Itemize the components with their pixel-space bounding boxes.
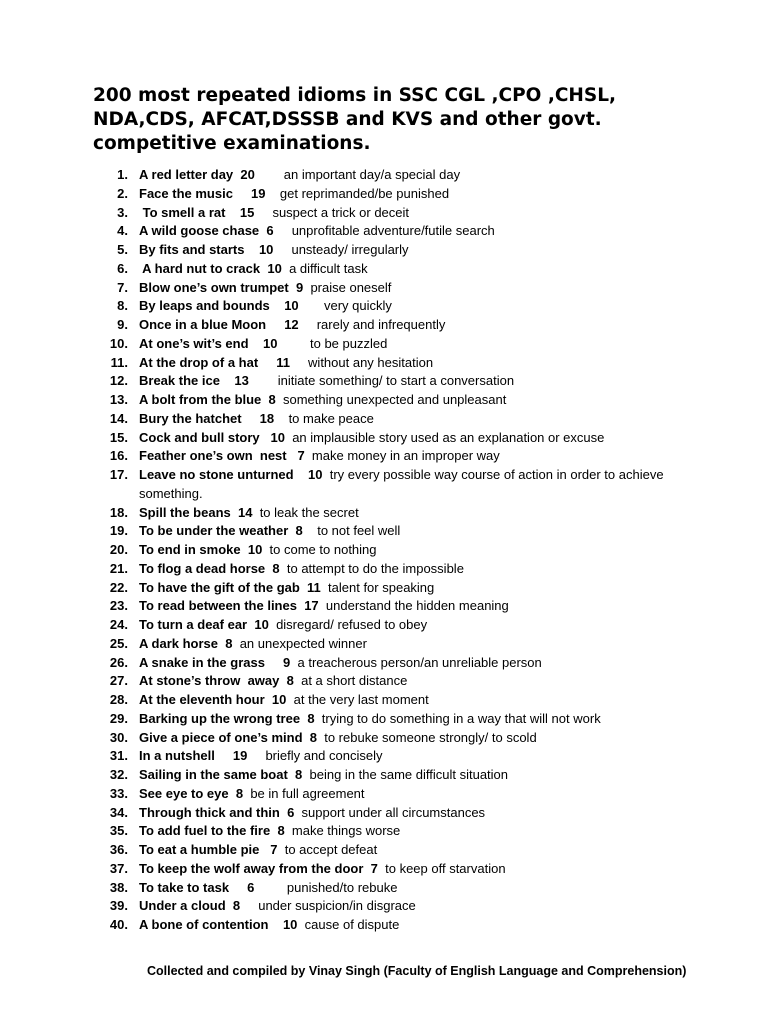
idiom-phrase: To eat a humble pie <box>139 842 260 857</box>
idiom-meaning: to rebuke someone strongly/ to scold <box>324 729 537 745</box>
list-item <box>100 710 720 729</box>
list-item <box>100 766 720 785</box>
item-number: 7. <box>117 279 128 295</box>
item-number: 6. <box>117 260 128 276</box>
repeat-count: 8 <box>277 823 285 839</box>
item-number: 8. <box>117 298 128 314</box>
idiom-phrase: A snake in the grass <box>139 654 265 670</box>
idiom-meaning: to not feel well <box>317 523 401 539</box>
idiom-phrase: To read between the lines <box>139 598 297 614</box>
item-number: 3. <box>117 204 128 220</box>
repeat-count: 6 <box>287 804 295 820</box>
idiom-meaning: something unexpected and unpleasant <box>283 392 507 407</box>
list-item <box>100 297 720 316</box>
list-item <box>100 785 720 804</box>
idiom-meaning: unsteady/ irregularly <box>291 242 409 257</box>
idiom-phrase: Spill the beans <box>139 504 231 520</box>
idiom-meaning: praise oneself <box>310 279 392 295</box>
list-item <box>100 279 720 298</box>
idiom-meaning: very quickly <box>323 298 392 314</box>
repeat-count: 10 <box>282 917 298 932</box>
list-item <box>100 541 720 560</box>
list-item <box>100 354 720 373</box>
item-number: 15. <box>109 429 128 445</box>
repeat-count: 6 <box>247 879 255 895</box>
repeat-count: 7 <box>270 842 278 857</box>
repeat-count: 14 <box>237 504 253 520</box>
item-number: 2. <box>117 185 128 201</box>
idiom-phrase: To turn a deaf ear <box>139 617 248 632</box>
item-number: 10. <box>109 335 128 351</box>
idiom-meaning: a difficult task <box>289 260 368 276</box>
idiom-phrase: Face the music <box>139 185 233 201</box>
idiom-phrase: Sailing in the same boat <box>139 767 288 782</box>
item-number: 21. <box>109 560 128 576</box>
idiom-phrase: A hard nut to crack <box>139 260 261 276</box>
repeat-count: 7 <box>297 448 305 464</box>
idiom-phrase: To smell a rat <box>139 204 226 220</box>
idiom-meaning: an implausible story used as an explanation or excuse <box>292 429 605 445</box>
item-number: 9. <box>117 317 128 332</box>
repeat-count: 10 <box>308 467 323 482</box>
item-number: 13. <box>109 392 128 407</box>
idiom-meaning: get reprimanded/be punished <box>279 185 450 201</box>
idiom-meaning: at the very last moment <box>293 692 429 707</box>
item-number: 1. <box>117 167 128 182</box>
item-number: 24. <box>109 617 128 632</box>
idiom-phrase: Leave no stone unturned <box>139 467 294 482</box>
list-item <box>100 241 720 260</box>
idiom-phrase: Through thick and thin <box>139 804 280 820</box>
repeat-count: 9 <box>283 654 291 670</box>
list-item <box>100 522 720 541</box>
repeat-count: 10 <box>267 260 282 276</box>
item-number: 22. <box>109 579 128 595</box>
repeat-count: 17 <box>304 598 319 614</box>
repeat-count: 8 <box>307 710 315 726</box>
repeat-count: 19 <box>251 185 266 201</box>
item-number: 31. <box>109 748 128 764</box>
idiom-phrase: To keep the wolf away from the door <box>139 860 364 876</box>
list-item <box>100 635 720 654</box>
idiom-phrase: Give a piece of one’s mind <box>139 729 303 745</box>
list-item <box>100 335 720 354</box>
item-number: 12. <box>109 373 128 389</box>
list-item <box>100 391 720 410</box>
list-item <box>100 316 720 335</box>
list-item <box>100 916 720 935</box>
idiom-meaning: to keep off starvation <box>385 860 506 876</box>
repeat-count: 20 <box>240 167 255 182</box>
list-item <box>100 410 720 429</box>
repeat-count: 8 <box>295 523 303 539</box>
item-number: 37. <box>109 860 128 876</box>
item-number: 23. <box>109 598 128 614</box>
list-item <box>100 504 720 523</box>
repeat-count: 8 <box>268 392 276 407</box>
list-item <box>100 447 720 466</box>
idiom-meaning: support under all circumstances <box>301 804 486 820</box>
list-item <box>100 222 720 241</box>
idiom-phrase: At the drop of a hat <box>139 354 259 370</box>
idiom-meaning: make money in an improper way <box>311 448 500 464</box>
list-item <box>100 691 720 710</box>
idiom-phrase: A dark horse <box>139 635 218 651</box>
idiom-phrase: Under a cloud <box>139 898 226 914</box>
idiom-meaning: talent for speaking <box>328 579 435 595</box>
repeat-count: 10 <box>263 335 278 351</box>
item-number: 19. <box>109 523 128 539</box>
item-number: 32. <box>109 767 128 782</box>
item-number: 20. <box>109 542 128 557</box>
idiom-meaning: make things worse <box>291 823 401 839</box>
idiom-meaning: an important day/a special day <box>283 167 461 182</box>
repeat-count: 15 <box>239 204 255 220</box>
idiom-meaning: to accept defeat <box>284 842 378 857</box>
repeat-count: 8 <box>295 767 303 782</box>
repeat-count: 10 <box>247 542 263 557</box>
item-number: 16. <box>109 448 128 464</box>
idiom-meaning: briefly and concisely <box>265 748 383 764</box>
idiom-meaning: to leak the secret <box>259 504 359 520</box>
list-item <box>100 729 720 748</box>
idiom-phrase: Bury the hatchet <box>139 410 242 426</box>
list-item <box>100 429 720 448</box>
list-item <box>100 372 720 391</box>
repeat-count: 9 <box>295 279 304 295</box>
item-number: 11. <box>110 354 128 370</box>
repeat-count: 10 <box>284 298 299 314</box>
item-number: 25. <box>109 635 128 651</box>
idiom-meaning: to make peace <box>288 410 374 426</box>
list-item <box>100 747 720 766</box>
item-number: 18. <box>109 504 128 520</box>
idiom-phrase: Cock and bull story <box>139 429 260 445</box>
idiom-meaning: to attempt to do the impossible <box>286 560 464 576</box>
repeat-count: 11 <box>307 579 321 595</box>
idiom-phrase: A bone of contention <box>139 917 269 932</box>
repeat-count: 10 <box>254 617 269 632</box>
idiom-meaning: understand the hidden meaning <box>325 598 509 614</box>
repeat-count: 19 <box>232 748 248 764</box>
idiom-phrase: Blow one’s own trumpet <box>139 279 289 295</box>
repeat-count: 6 <box>266 223 274 239</box>
item-number: 38. <box>109 879 128 895</box>
idiom-meaning: an unexpected winner <box>239 635 367 651</box>
item-number: 27. <box>109 673 128 689</box>
list-item <box>100 879 720 898</box>
repeat-count: 7 <box>370 860 378 876</box>
idiom-phrase: To be under the weather <box>139 523 289 539</box>
repeat-count: 8 <box>225 635 233 651</box>
idiom-meaning: punished/to rebuke <box>286 879 398 895</box>
idiom-phrase: Once in a blue Moon <box>139 317 267 332</box>
idiom-meaning: under suspicion/in disgrace <box>258 898 416 914</box>
item-number: 17. <box>109 467 128 482</box>
item-number: 35. <box>109 823 128 839</box>
list-item <box>100 597 720 616</box>
idiom-phrase: To add fuel to the fire <box>139 823 271 839</box>
list-item <box>100 822 720 841</box>
idiom-phrase: In a nutshell <box>139 748 215 764</box>
list-item <box>100 466 720 504</box>
repeat-count: 18 <box>259 410 275 426</box>
item-number: 33. <box>109 785 128 801</box>
list-item <box>100 654 720 673</box>
idiom-meaning: being in the same difficult situation <box>309 767 509 782</box>
idiom-phrase: To take to task <box>139 879 230 895</box>
list-item <box>100 260 720 279</box>
document-title: 200 most repeated idioms in SSC CGL ,CPO ,CHSL, NDA,CDS, AFCAT,DSSSB and KVS and other govt. competitive examinations. <box>93 85 617 154</box>
item-number: 30. <box>109 729 128 745</box>
idiom-phrase: A red letter day <box>139 167 234 182</box>
item-number: 36. <box>109 842 128 857</box>
item-number: 29. <box>109 710 128 726</box>
idiom-meaning: disregard/ refused to obey <box>276 617 428 632</box>
repeat-count: 8 <box>286 673 294 689</box>
idiom-phrase: To end in smoke <box>139 542 241 557</box>
idiom-meaning: to be puzzled <box>310 335 388 351</box>
item-number: 39. <box>109 898 128 914</box>
idiom-phrase: A bolt from the blue <box>139 392 262 407</box>
repeat-count: 11 <box>276 354 290 370</box>
idiom-meaning: initiate something/ to start a conversation <box>277 373 515 389</box>
item-number: 34. <box>109 804 128 820</box>
repeat-count: 8 <box>235 785 244 801</box>
repeat-count: 10 <box>270 429 285 445</box>
idiom-phrase: At one’s wit’s end <box>139 335 249 351</box>
idiom-meaning: at a short distance <box>301 673 408 689</box>
repeat-count: 8 <box>232 898 241 914</box>
idiom-phrase: See eye to eye <box>139 785 229 801</box>
item-number: 5. <box>117 242 128 257</box>
repeat-count: 8 <box>272 560 280 576</box>
item-number: 26. <box>109 654 128 670</box>
repeat-count: 12 <box>284 317 299 332</box>
idiom-meaning: to come to nothing <box>269 542 377 557</box>
idiom-meaning: be in full agreement <box>250 785 365 801</box>
idiom-phrase: By leaps and bounds <box>139 298 270 314</box>
item-number: 40. <box>109 917 128 932</box>
idiom-phrase: At the eleventh hour <box>139 692 265 707</box>
list-item <box>100 860 720 879</box>
idiom-meaning: trying to do something in a way that will not work <box>321 710 601 726</box>
idiom-meaning: a treacherous person/an unreliable person <box>297 654 542 670</box>
list-item <box>100 166 720 185</box>
idiom-meaning: without any hesitation <box>308 354 434 370</box>
repeat-count: 10 <box>258 242 274 257</box>
idiom-meaning: suspect a trick or deceit <box>272 204 410 220</box>
idiom-phrase: Feather one’s own nest <box>139 448 287 464</box>
item-number: 14. <box>109 410 128 426</box>
list-item <box>100 560 720 579</box>
list-item <box>100 672 720 691</box>
idiom-meaning: rarely and infrequently <box>316 317 446 332</box>
repeat-count: 8 <box>309 729 317 745</box>
idiom-phrase: To flog a dead horse <box>139 560 266 576</box>
item-number: 4. <box>117 223 128 239</box>
idiom-list <box>100 166 720 935</box>
item-number: 28. <box>109 692 128 707</box>
list-item <box>100 804 720 823</box>
list-item <box>100 579 720 598</box>
list-item <box>100 897 720 916</box>
repeat-count: 13 <box>234 373 249 389</box>
idiom-phrase: At stone’s throw away <box>139 673 280 689</box>
list-item <box>100 185 720 204</box>
idiom-phrase: Barking up the wrong tree <box>139 710 301 726</box>
idiom-phrase: A wild goose chase <box>139 223 260 239</box>
idiom-phrase: Break the ice <box>139 373 220 389</box>
idiom-meaning: unprofitable adventure/futile search <box>291 223 495 239</box>
list-item <box>100 616 720 635</box>
repeat-count: 10 <box>271 692 287 707</box>
list-item <box>100 841 720 860</box>
compiler-credit: Collected and compiled by Vinay Singh (Faculty of English Language and Comprehension) <box>147 964 687 978</box>
idiom-phrase: To have the gift of the gab <box>139 579 300 595</box>
list-item <box>100 204 720 223</box>
idiom-meaning: cause of dispute <box>304 917 400 932</box>
idiom-phrase: By fits and starts <box>139 242 245 257</box>
idiom-meaning: try every possible way course of action in order to achieve something. <box>139 467 664 501</box>
